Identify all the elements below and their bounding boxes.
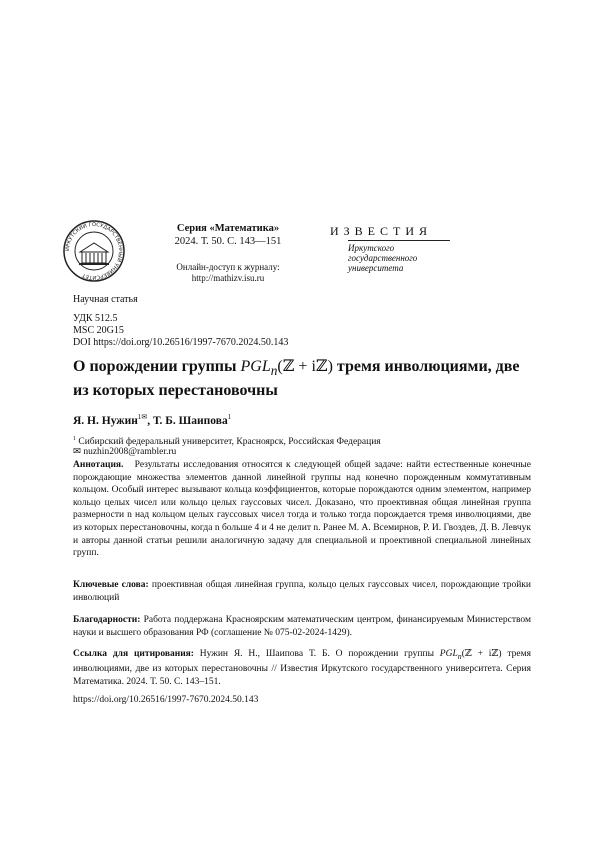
masthead-divider [348,240,450,241]
citation-doi-link[interactable]: https://doi.org/10.26516/1997-7670.2024.50.143 [73,695,259,705]
citation-math [440,649,462,659]
citation-text-before: Нужин Я. Н., Шаипова Т. Б. О порождении группы [199,649,440,659]
abstract [73,459,531,560]
title-math-group [240,358,333,379]
article-title [73,357,533,401]
msc-code: MSC 20G15 [73,325,124,336]
volume-line: 2024. Т. 50. С. 143—151 [174,236,282,247]
author-affil-mark: 1✉ [137,413,148,421]
university-seal-logo [62,219,126,283]
journal-sub-line: Иркутского [348,243,395,253]
citation-text-after: тремя инволюциями, две из которых перестановочны // Известия Иркутского государственного университета. Серия Математика. 2024. Т. 50. С. 143–151. [73,649,531,688]
authors-line [73,413,231,427]
svg-text:ИРКУТСКИЙ ГОСУДАРСТВЕННЫЙ УНИВ: ИРКУТСКИЙ ГОСУДАРСТВЕННЫЙ УНИВЕРСИТЕТ [64,221,124,281]
journal-sub-line: государственного [348,253,418,263]
keywords [73,579,531,604]
affiliation-number: 1 [73,436,76,442]
journal-sub-line: университета [348,263,404,273]
acknowledgements [73,614,531,639]
acknowledgements-label: Благодарности: [73,615,141,625]
author-name[interactable]: Т. Б. Шаипова [153,414,228,427]
journal-title: ИЗВЕСТИЯ [330,224,433,238]
title-suffix: тремя инволюциями, две из которых перестановочны [73,358,520,400]
citation-math-subscript: n [457,651,462,661]
math-ring: (ℤ + iℤ) [277,358,333,375]
journal-series-info [150,222,306,248]
keywords-text: проективная общая линейная группа, кольцо целых гауссовых чисел, порождающие тройки инволюций [73,580,531,603]
series-label: Серия «Математика» [176,223,280,234]
title-prefix: О порождении группы [73,358,241,375]
citation-math-ring: (ℤ + iℤ) [461,649,502,659]
udc-code: УДК 512.5 [73,313,118,324]
math-pgl: PGL [240,358,271,375]
online-label: Онлайн-доступ к журналу: [176,262,280,272]
abstract-text: Результаты исследования относятся к следующей общей задаче: найти естественные конечные порождающие множества элементов данной линейной группы над конечно порожденным коммутативным кольцом. Особый интерес вызывают кольца коэффициентов, которые порождаются одним элементом, например кольцо целых чисел или кольцо целых гауссовых чисел. Доказано, что проективная общая линейная группа размерности n над кольцом целых гауссовых чисел тогда и только тогда порождается тремя инволюциями, две из которых перестановочны, когда n больше 4 и 4 не делит n. Ранее М. А. Всемирнов, Р. И. Гвоздев, Д. В. Левчук и авторы данной статьи решили аналогичную задачу для специальной и проективной специальной линейных групп. [73,460,532,559]
author-name[interactable]: Я. Н. Нужин [73,414,138,427]
math-subscript: n [270,363,278,379]
author-affil-mark: 1 [227,413,232,421]
citation-math-pgl: PGL [439,649,458,659]
author-separator: , [147,414,154,427]
email-link[interactable]: ✉ nuzhin2008@rambler.ru [73,447,177,457]
citation-label: Ссылка для цитирования: [73,649,194,659]
journal-masthead [330,224,480,273]
affiliation-text: Сибирский федеральный университет, Красноярск, Российская Федерация [78,437,381,448]
keywords-label: Ключевые слова: [73,580,149,590]
citation [73,648,531,689]
doi-link[interactable]: DOI https://doi.org/10.26516/1997-7670.2024.50.143 [73,337,289,348]
article-type: Научная статья [73,294,138,305]
online-access-info [150,262,306,284]
acknowledgements-text: Работа поддержана Красноярским математическим центром, финансируемым Министерством науки и высшего образования РФ (соглашение № 075-02-2024-1429). [73,615,531,638]
abstract-label: Аннотация. [73,460,124,470]
journal-subtitle [330,243,480,273]
online-url-link[interactable]: http://mathizv.isu.ru [191,273,265,283]
